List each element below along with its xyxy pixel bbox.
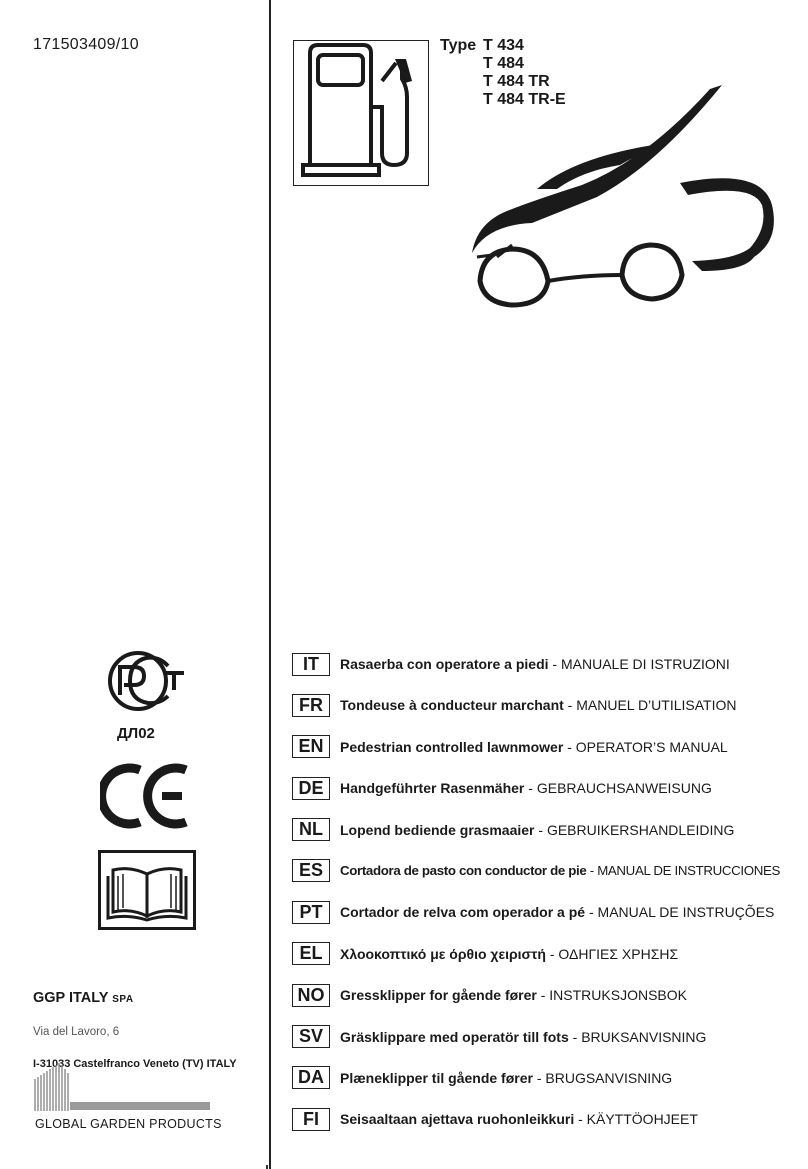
language-code: EL xyxy=(292,942,330,965)
language-code: FR xyxy=(292,694,330,717)
separator: - xyxy=(568,1028,582,1045)
language-row-nl xyxy=(292,818,780,842)
language-code: DA xyxy=(292,1066,330,1089)
language-row-sv xyxy=(292,1025,780,1049)
language-row-da xyxy=(292,1066,780,1090)
separator: - xyxy=(524,780,537,797)
company-city: I-31033 Castelfranco Veneto (TV) ITALY xyxy=(33,1058,237,1070)
language-code: ES xyxy=(292,859,330,882)
separator: - xyxy=(585,904,598,921)
manual-name: MANUEL D’UTILISATION xyxy=(576,697,737,714)
language-code: DE xyxy=(292,777,330,800)
company-name-text: GGP ITALY xyxy=(33,990,109,1006)
company-suffix: SPA xyxy=(112,994,134,1005)
language-text xyxy=(340,987,687,1003)
product-title: Pedestrian controlled lawnmower xyxy=(340,738,564,755)
language-row-de xyxy=(292,776,780,800)
model-name: T 484 TR-E xyxy=(483,91,566,108)
language-text xyxy=(340,656,730,672)
language-row-es xyxy=(292,859,780,883)
language-code: NL xyxy=(292,818,330,841)
manual-name: MANUALE DI ISTRUZIONI xyxy=(560,656,730,672)
manual-name: MANUAL DE INSTRUCCIONES xyxy=(597,863,780,879)
separator: - xyxy=(532,1069,546,1086)
separator: - xyxy=(545,945,559,962)
document-number: 171503409/10 xyxy=(33,36,139,53)
brand-name: GLOBAL GARDEN PRODUCTS xyxy=(35,1117,222,1131)
product-title: Rasaerba con operatore a piedi xyxy=(340,656,549,672)
language-text xyxy=(340,1070,672,1086)
language-text xyxy=(340,1111,698,1127)
language-text xyxy=(340,697,736,713)
product-title: Cortadora de pasto con conductor de pie xyxy=(340,863,587,879)
language-row-fi xyxy=(292,1107,780,1131)
separator: - xyxy=(586,863,598,879)
manual-name: INSTRUKSJONSBOK xyxy=(549,987,687,1004)
language-text xyxy=(340,904,774,920)
model-name: T 434 xyxy=(483,37,524,54)
manual-name: BRUKSANVISNING xyxy=(581,1028,707,1045)
type-label: Type xyxy=(440,37,477,54)
manual-name: GEBRAUCHSANWEISUNG xyxy=(536,780,712,797)
manual-name: ΟΔΗΓΙΕΣ ΧΡΗΣΗΣ xyxy=(558,945,679,962)
language-text xyxy=(340,822,734,838)
language-code: SV xyxy=(292,1025,330,1048)
company-street: Via del Lavoro, 6 xyxy=(33,1026,120,1038)
language-row-pt xyxy=(292,900,780,924)
separator: - xyxy=(534,821,547,838)
manual-name: GEBRUIKERSHANDLEIDING xyxy=(546,821,735,838)
manual-name: OPERATOR’S MANUAL xyxy=(575,738,728,755)
product-title: Handgeführter Rasenmäher xyxy=(340,780,525,797)
product-title: Cortador de relva com operador a pé xyxy=(340,904,586,921)
model-name: T 484 TR xyxy=(483,73,550,90)
language-text xyxy=(340,1029,706,1045)
product-title: Tondeuse à conducteur marchant xyxy=(340,697,564,714)
language-code: FI xyxy=(292,1108,330,1131)
language-list xyxy=(292,652,780,1149)
company-name xyxy=(33,990,134,1006)
gost-certification-mark xyxy=(104,650,194,717)
model-name: T 484 xyxy=(483,55,524,72)
product-title: Seisaaltaan ajettava ruohonleikkuri xyxy=(340,1111,575,1128)
lawnmower-icon xyxy=(462,85,782,315)
language-row-fr xyxy=(292,693,780,717)
vertical-divider xyxy=(269,0,271,1169)
gost-code: ДЛ02 xyxy=(117,725,155,742)
fuel-pump-icon xyxy=(293,40,429,186)
manual-name: KÄYTTÖOHJEET xyxy=(586,1111,698,1128)
ce-mark xyxy=(100,762,192,835)
product-title: Lopend bediende grasmaaier xyxy=(340,821,535,838)
language-code: EN xyxy=(292,735,330,758)
product-title: Plæneklipper til gående fører xyxy=(340,1069,533,1086)
separator: - xyxy=(548,656,561,672)
manual-name: BRUGSANVISNING xyxy=(545,1069,673,1086)
product-title: Gräsklippare med operatör till fots xyxy=(340,1028,569,1045)
product-title: Gressklipper for gående fører xyxy=(340,987,537,1004)
separator: - xyxy=(563,738,576,755)
manual-name: MANUAL DE INSTRUÇÕES xyxy=(597,904,775,921)
language-text xyxy=(340,946,678,962)
language-row-en xyxy=(292,735,780,759)
product-title: Χλοοκοπτικό με όρθιο χειριστή xyxy=(340,945,546,962)
separator: - xyxy=(536,987,550,1004)
language-row-el xyxy=(292,942,780,966)
ggp-logo xyxy=(34,1063,214,1118)
bottom-tick xyxy=(266,1165,268,1169)
open-book-icon xyxy=(98,850,196,935)
language-code: PT xyxy=(292,901,330,924)
separator: - xyxy=(563,697,577,714)
language-text xyxy=(340,739,728,755)
separator: - xyxy=(574,1111,587,1128)
language-row-it xyxy=(292,652,780,676)
language-code: NO xyxy=(292,984,330,1007)
language-text xyxy=(340,863,780,878)
language-text xyxy=(340,780,712,796)
language-code: IT xyxy=(292,653,330,676)
language-row-no xyxy=(292,983,780,1007)
